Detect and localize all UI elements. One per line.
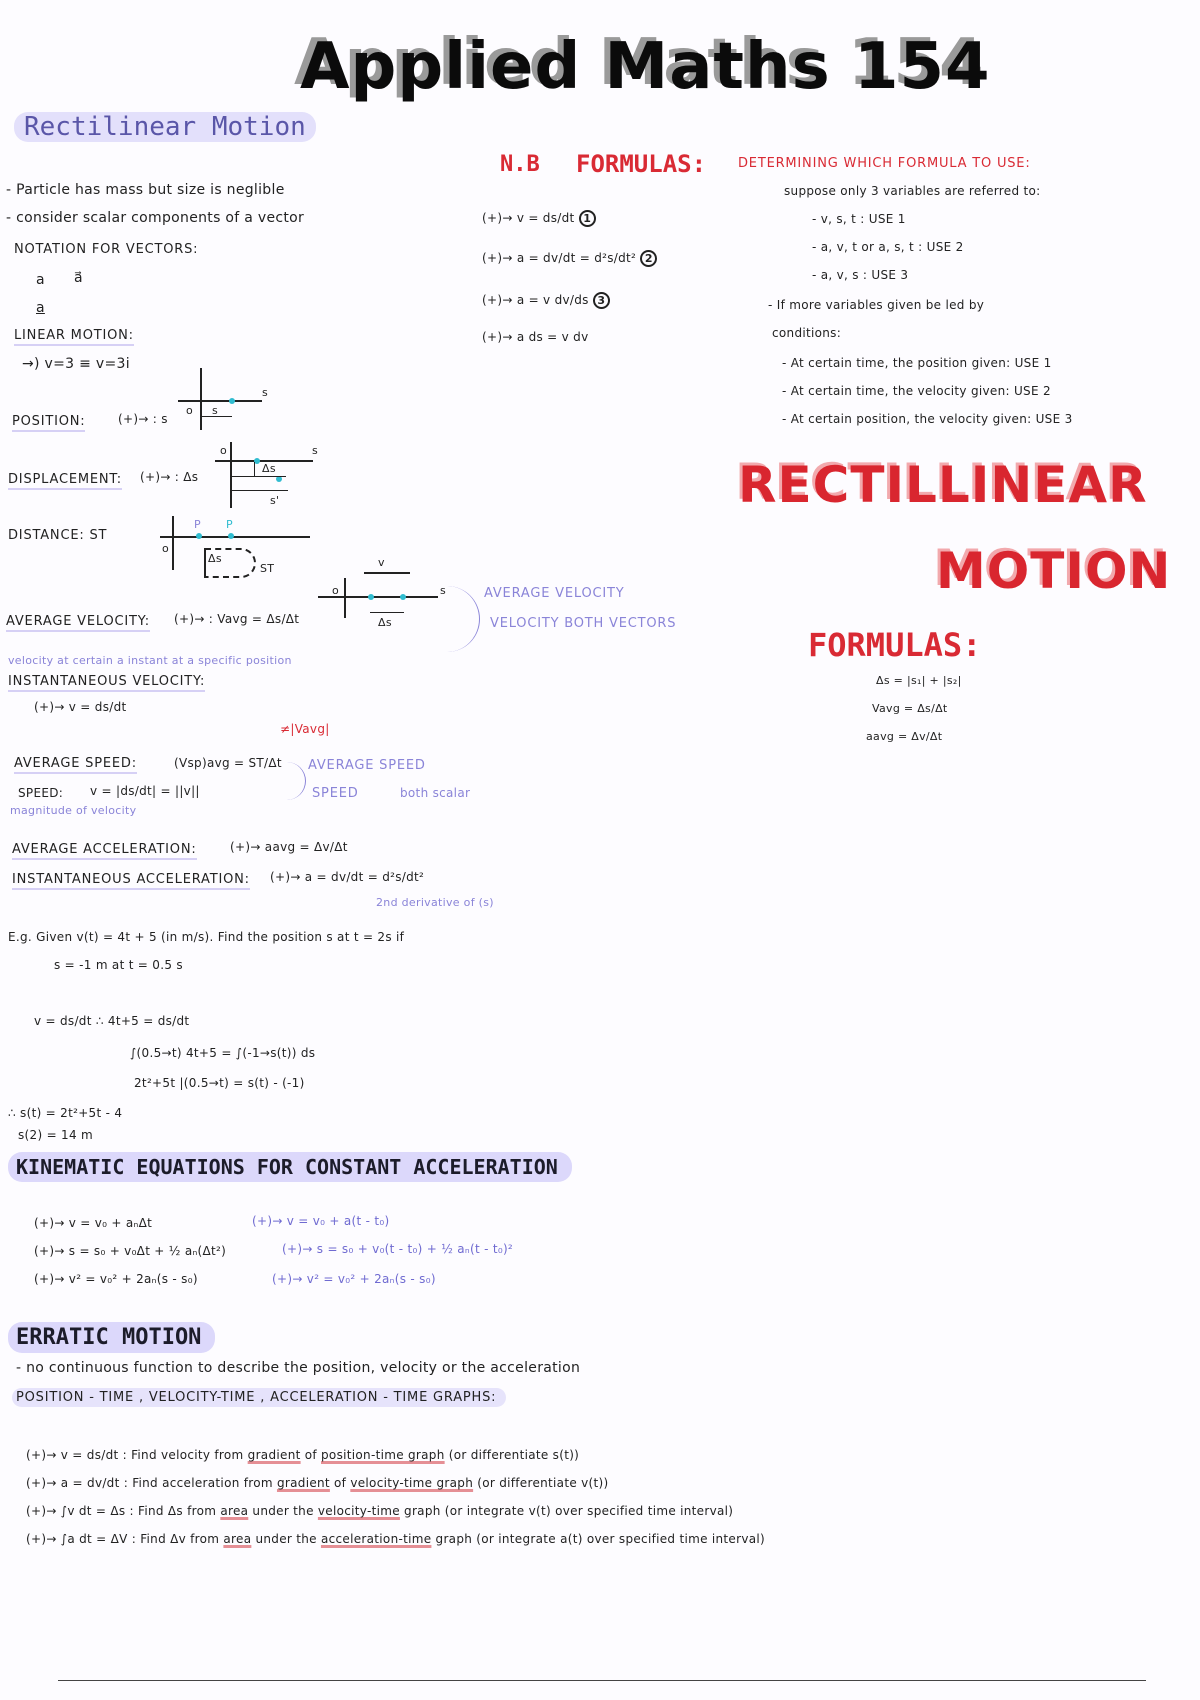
kinematic-right: (+)→ v = v₀ + a(t - t₀) [252, 1214, 390, 1228]
kinematic-left: (+)→ v = v₀ + aₙΔt [34, 1216, 153, 1230]
kinematic-right: (+)→ s = s₀ + v₀(t - t₀) + ½ aₙ(t - t₀)² [282, 1242, 514, 1256]
avg-speed-side: SPEED [312, 786, 359, 801]
avg-speed-label: AVERAGE SPEED: [14, 756, 137, 774]
formula-number: 2 [640, 250, 657, 267]
kinematic-left: (+)→ v² = v₀² + 2aₙ(s - s₀) [34, 1272, 198, 1286]
diagram-label-st: ST [260, 562, 275, 575]
linear-motion-label: LINEAR MOTION: [14, 328, 134, 346]
diagram-label-s1: s' [270, 494, 280, 507]
formulas-heading: FORMULAS: [808, 626, 982, 664]
example-work: ∫(0.5→t) 4t+5 = ∫(-1→s(t)) ds [130, 1046, 316, 1060]
diagram-label-p: P [194, 518, 201, 531]
inst-accel-label: INSTANTANEOUS ACCELERATION: [12, 872, 250, 890]
nb-label: N.B [500, 152, 540, 177]
erratic-desc: - no continuous function to describe the position, velocity or the acceleration [16, 1360, 581, 1376]
rule-line: conditions: [772, 326, 842, 340]
formula-item: (+)→ a = dv/dt = d²s/dt² 2 [482, 250, 657, 267]
linear-motion-eq: →) v=3 ≡ v=3i [22, 356, 130, 372]
nb-determine: DETERMINING WHICH FORMULA TO USE: [738, 156, 1031, 171]
formula-small: aavg = Δv/Δt [866, 730, 943, 743]
speed-eq: v = |ds/dt| = ||v|| [90, 784, 200, 798]
erratic-item: (+)→ ∫a dt = ΔV : Find Δv from area under the acceleration-time graph (or integrate a(t) over specified time interval) [26, 1532, 766, 1546]
formula-item: (+)→ a = v dv/ds 3 [482, 292, 610, 309]
diagram-label-v: v [378, 556, 385, 569]
inst-velocity-label: INSTANTANEOUS VELOCITY: [8, 674, 205, 692]
example-work: v = ds/dt ∴ 4t+5 = ds/dt [34, 1014, 190, 1028]
example-line: E.g. Given v(t) = 4t + 5 (in m/s). Find the position s at t = 2s if [8, 930, 405, 944]
notation-a: a [36, 272, 45, 288]
erratic-graphs: POSITION - TIME , VELOCITY-TIME , ACCELERATION - TIME GRAPHS: [12, 1388, 506, 1407]
notation-a-under: a [36, 300, 45, 316]
formula-small: Δs = |s₁| + |s₂| [876, 674, 962, 687]
rule-line: - a, v, t or a, s, t : USE 2 [812, 240, 964, 254]
erratic-item: (+)→ ∫v dt = Δs : Find Δs from area under the velocity-time graph (or integrate v(t) over specified time interval) [26, 1504, 734, 1518]
example-work: ∴ s(t) = 2t²+5t - 4 [8, 1106, 123, 1120]
avg-velocity-note: VELOCITY BOTH VECTORS [490, 616, 677, 631]
example-work: s(2) = 14 m [18, 1128, 94, 1142]
diagram-label-s: s [440, 584, 447, 597]
diagram-label-o: o [162, 542, 170, 555]
big-heading: MOTION [936, 542, 1172, 600]
diagram-label-o: o [220, 444, 228, 457]
formula-number: 3 [593, 292, 610, 309]
inst-velocity-eq: (+)→ v = ds/dt [34, 700, 127, 714]
displacement-label: DISPLACEMENT: [8, 472, 122, 490]
erratic-item: (+)→ a = dv/dt : Find acceleration from gradient of velocity-time graph (or differentiate v(t)) [26, 1476, 609, 1490]
diagram-label-p: P [226, 518, 233, 531]
displacement-eq: (+)→ : Δs [140, 470, 199, 484]
section-heading-rectilinear: Rectilinear Motion [14, 112, 316, 142]
diagram-label-ds: Δs [208, 552, 222, 565]
speed-note: magnitude of velocity [10, 804, 137, 817]
diagram-label-s: s [262, 386, 269, 399]
avg-velocity-eq: (+)→ : Vavg = Δs/Δt [174, 612, 300, 626]
formula-item: (+)→ v = ds/dt 1 [482, 210, 596, 227]
rule-line: - At certain position, the velocity given: USE 3 [782, 412, 1073, 426]
rule-line: - At certain time, the position given: USE 1 [782, 356, 1052, 370]
diagram-label-o: o [332, 584, 340, 597]
inst-accel-eq: (+)→ a = dv/dt = d²s/dt² [270, 870, 425, 884]
avg-accel-label: AVERAGE ACCELERATION: [12, 842, 197, 860]
kinematic-left: (+)→ s = s₀ + v₀Δt + ½ aₙ(Δt²) [34, 1244, 227, 1258]
avg-speed-side: both scalar [400, 786, 471, 800]
erratic-heading: ERRATIC MOTION [8, 1322, 215, 1353]
example-line: s = -1 m at t = 0.5 s [54, 958, 183, 972]
diagram-label-s: s [312, 444, 319, 457]
avg-accel-eq: (+)→ aavg = Δv/Δt [230, 840, 348, 854]
example-work: 2t²+5t |(0.5→t) = s(t) - (-1) [134, 1076, 305, 1090]
rule-line: - v, s, t : USE 1 [812, 212, 906, 226]
erratic-item: (+)→ v = ds/dt : Find velocity from gradient of position-time graph (or differentiate s(t)) [26, 1448, 580, 1462]
rule-line: - If more variables given be led by [768, 298, 985, 312]
bottom-divider [58, 1680, 1146, 1681]
diagram-label-s: s [212, 404, 219, 417]
avg-speed-side: AVERAGE SPEED [308, 758, 426, 773]
avg-velocity-label: AVERAGE VELOCITY: [6, 614, 150, 632]
inst-accel-note: 2nd derivative of (s) [376, 896, 494, 909]
intro-line: - Particle has mass but size is neglible [6, 182, 285, 198]
diagram-label-ds: Δs [262, 462, 276, 475]
avg-speed-red-note: ≠|Vavg| [280, 722, 330, 736]
notation-a-vec: a⃗ [74, 270, 83, 286]
rule-line: suppose only 3 variables are referred to: [784, 184, 1041, 198]
rule-line: - At certain time, the velocity given: USE 2 [782, 384, 1051, 398]
formula-item: (+)→ a ds = v dv [482, 330, 589, 344]
diagram-label-o: o [186, 404, 194, 417]
speed-label: SPEED: [18, 786, 64, 800]
avg-speed-eq: (Vsp)avg = ST/Δt [174, 756, 282, 770]
page-title: Applied Maths 154 [300, 30, 991, 104]
intro-line: - consider scalar components of a vector [6, 210, 305, 226]
big-heading: RECTILLINEAR [738, 456, 1148, 514]
diagram-label-ds: Δs [378, 616, 392, 629]
kinematic-heading: KINEMATIC EQUATIONS FOR CONSTANT ACCELERATION [8, 1152, 572, 1182]
position-eq: (+)→ : s [118, 412, 168, 426]
nb-formulas: FORMULAS: [576, 150, 707, 178]
inst-velocity-note: velocity at certain a instant at a specific position [8, 654, 292, 667]
formula-small: Vavg = Δs/Δt [872, 702, 948, 715]
rule-line: - a, v, s : USE 3 [812, 268, 909, 282]
notation-label: NOTATION FOR VECTORS: [14, 242, 199, 257]
position-label: POSITION: [12, 414, 85, 432]
kinematic-right: (+)→ v² = v₀² + 2aₙ(s - s₀) [272, 1272, 436, 1286]
formula-number: 1 [579, 210, 596, 227]
distance-label: DISTANCE: ST [8, 528, 108, 543]
avg-velocity-note: AVERAGE VELOCITY [484, 586, 625, 601]
